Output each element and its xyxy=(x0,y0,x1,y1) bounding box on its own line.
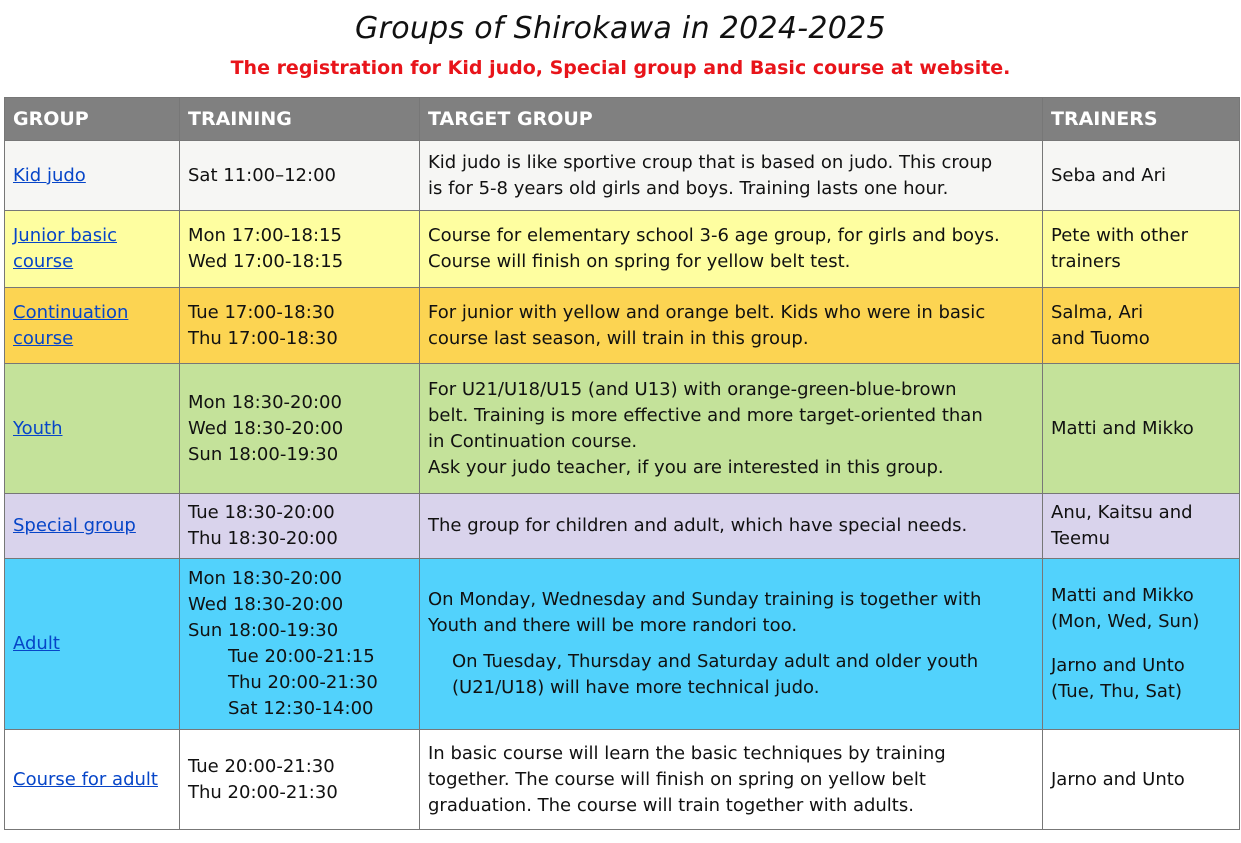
training-time: Wed 18:30-20:00 xyxy=(188,417,344,439)
training-time: Tue 20:00-21:30 xyxy=(188,755,335,777)
training-time: Thu 17:00-18:30 xyxy=(188,327,338,349)
page-title: Groups of Shirokawa in 2024-2025 xyxy=(355,11,886,46)
group-cell xyxy=(5,364,180,494)
course-for-adult-link[interactable]: Course for adult xyxy=(13,768,158,790)
training-cell xyxy=(180,730,420,830)
target-cell xyxy=(420,494,1043,559)
training-time: Sun 18:00-19:30 xyxy=(188,620,339,641)
target-text: Kid judo is like sportive croup that is based on judo. This croup xyxy=(428,151,993,173)
header-target-group: TARGET GROUP xyxy=(420,98,1043,141)
trainers-text: Matti and Mikko xyxy=(1051,585,1194,606)
target-text: On Tuesday, Thursday and Saturday adult and older youth xyxy=(452,651,979,672)
table-row xyxy=(5,288,1240,364)
target-text: Ask your judo teacher, if you are interested in this group. xyxy=(428,456,944,478)
youth-link[interactable]: Youth xyxy=(13,417,63,439)
training-time: Mon 18:30-20:00 xyxy=(188,391,342,413)
group-cell xyxy=(5,211,180,288)
header-trainers: TRAINERS xyxy=(1043,98,1240,141)
trainers-cell xyxy=(1043,364,1240,494)
training-cell xyxy=(180,288,420,364)
table-row xyxy=(5,730,1240,830)
trainers-text: (Tue, Thu, Sat) xyxy=(1051,681,1183,702)
trainers-text: Jarno and Unto xyxy=(1051,655,1185,676)
training-time: Thu 18:30-20:00 xyxy=(188,528,338,549)
training-cell xyxy=(180,494,420,559)
target-text: belt. Training is more effective and more target-oriented than xyxy=(428,404,983,426)
group-cell xyxy=(5,730,180,830)
trainers-cell xyxy=(1043,559,1240,730)
trainers-text: Anu, Kaitsu and xyxy=(1051,502,1193,523)
trainers-cell xyxy=(1043,211,1240,288)
table-row xyxy=(5,211,1240,288)
target-text: Youth and there will be more randori too. xyxy=(428,615,798,636)
target-text: On Monday, Wednesday and Sunday training is together with xyxy=(428,589,982,610)
target-text: together. The course will finish on spring on yellow belt xyxy=(428,768,926,790)
target-text: Course will finish on spring for yellow belt test. xyxy=(428,251,851,272)
training-time: Tue 20:00-21:15 xyxy=(228,646,375,667)
training-time: Thu 20:00-21:30 xyxy=(228,672,378,693)
special-group-link[interactable]: Special group xyxy=(13,515,136,536)
header-training: TRAINING xyxy=(180,98,420,141)
trainers-text: Jarno and Unto xyxy=(1051,768,1185,790)
target-text: Course for elementary school 3-6 age group, for girls and boys. xyxy=(428,225,1000,246)
group-cell xyxy=(5,494,180,559)
trainers-text: (Mon, Wed, Sun) xyxy=(1051,611,1200,632)
table-row xyxy=(5,559,1240,730)
trainers-text: and Tuomo xyxy=(1051,327,1150,349)
target-text: In basic course will learn the basic techniques by training xyxy=(428,742,946,764)
trainers-text: Pete with other xyxy=(1051,225,1189,246)
table-row xyxy=(5,364,1240,494)
target-text: The group for children and adult, which have special needs. xyxy=(428,515,968,536)
target-cell xyxy=(420,559,1043,730)
training-time: Sun 18:00-19:30 xyxy=(188,443,339,465)
table-row xyxy=(5,494,1240,559)
training-time: Mon 17:00-18:15 xyxy=(188,225,342,246)
trainers-cell xyxy=(1043,494,1240,559)
table-row xyxy=(5,141,1240,211)
target-cell xyxy=(420,211,1043,288)
target-cell xyxy=(420,730,1043,830)
trainers-cell xyxy=(1043,288,1240,364)
training-time: Wed 18:30-20:00 xyxy=(188,594,344,615)
kid-judo-link[interactable]: Kid judo xyxy=(13,164,86,186)
junior-basic-course-link[interactable] xyxy=(13,223,171,275)
target-cell xyxy=(420,364,1043,494)
group-link-line: course xyxy=(13,327,74,349)
adult-link[interactable]: Adult xyxy=(13,633,60,654)
target-cell xyxy=(420,141,1043,211)
trainers-cell xyxy=(1043,141,1240,211)
registration-notice: The registration for Kid judo, Special group and Basic course at website. xyxy=(230,57,1011,79)
continuation-course-link[interactable] xyxy=(13,300,171,352)
table-header-row xyxy=(5,98,1240,141)
training-cell xyxy=(180,141,420,211)
training-cell xyxy=(180,211,420,288)
group-cell xyxy=(5,559,180,730)
training-time: Tue 17:00-18:30 xyxy=(188,301,335,323)
target-cell xyxy=(420,288,1043,364)
trainers-text: trainers xyxy=(1051,251,1121,272)
trainers-text: Salma, Ari xyxy=(1051,301,1144,323)
trainers-text: Matti and Mikko xyxy=(1051,417,1194,439)
group-cell xyxy=(5,288,180,364)
target-text: graduation. The course will train together with adults. xyxy=(428,794,914,816)
training-cell xyxy=(180,559,420,730)
trainers-cell xyxy=(1043,730,1240,830)
training-time: Sat 11:00–12:00 xyxy=(188,164,336,186)
groups-table xyxy=(4,97,1240,830)
group-link-line: course xyxy=(13,251,74,272)
target-text: (U21/U18) will have more technical judo. xyxy=(452,677,820,698)
group-link-line: Continuation xyxy=(13,301,129,323)
training-time: Sat 12:30-14:00 xyxy=(228,698,374,719)
group-cell xyxy=(5,141,180,211)
group-link-line: Junior basic xyxy=(13,225,117,246)
training-time: Wed 17:00-18:15 xyxy=(188,251,344,272)
header-group: GROUP xyxy=(5,98,180,141)
trainers-text: Seba and Ari xyxy=(1051,164,1166,186)
target-text: For junior with yellow and orange belt. Kids who were in basic xyxy=(428,301,986,323)
training-time: Mon 18:30-20:00 xyxy=(188,568,342,589)
target-text: course last season, will train in this group. xyxy=(428,327,809,349)
training-time: Thu 20:00-21:30 xyxy=(188,781,338,803)
training-time: Tue 18:30-20:00 xyxy=(188,502,335,523)
target-text: in Continuation course. xyxy=(428,430,638,452)
target-text: For U21/U18/U15 (and U13) with orange-green-blue-brown xyxy=(428,378,957,400)
training-cell xyxy=(180,364,420,494)
target-text: is for 5-8 years old girls and boys. Training lasts one hour. xyxy=(428,177,949,199)
trainers-text: Teemu xyxy=(1051,528,1111,549)
